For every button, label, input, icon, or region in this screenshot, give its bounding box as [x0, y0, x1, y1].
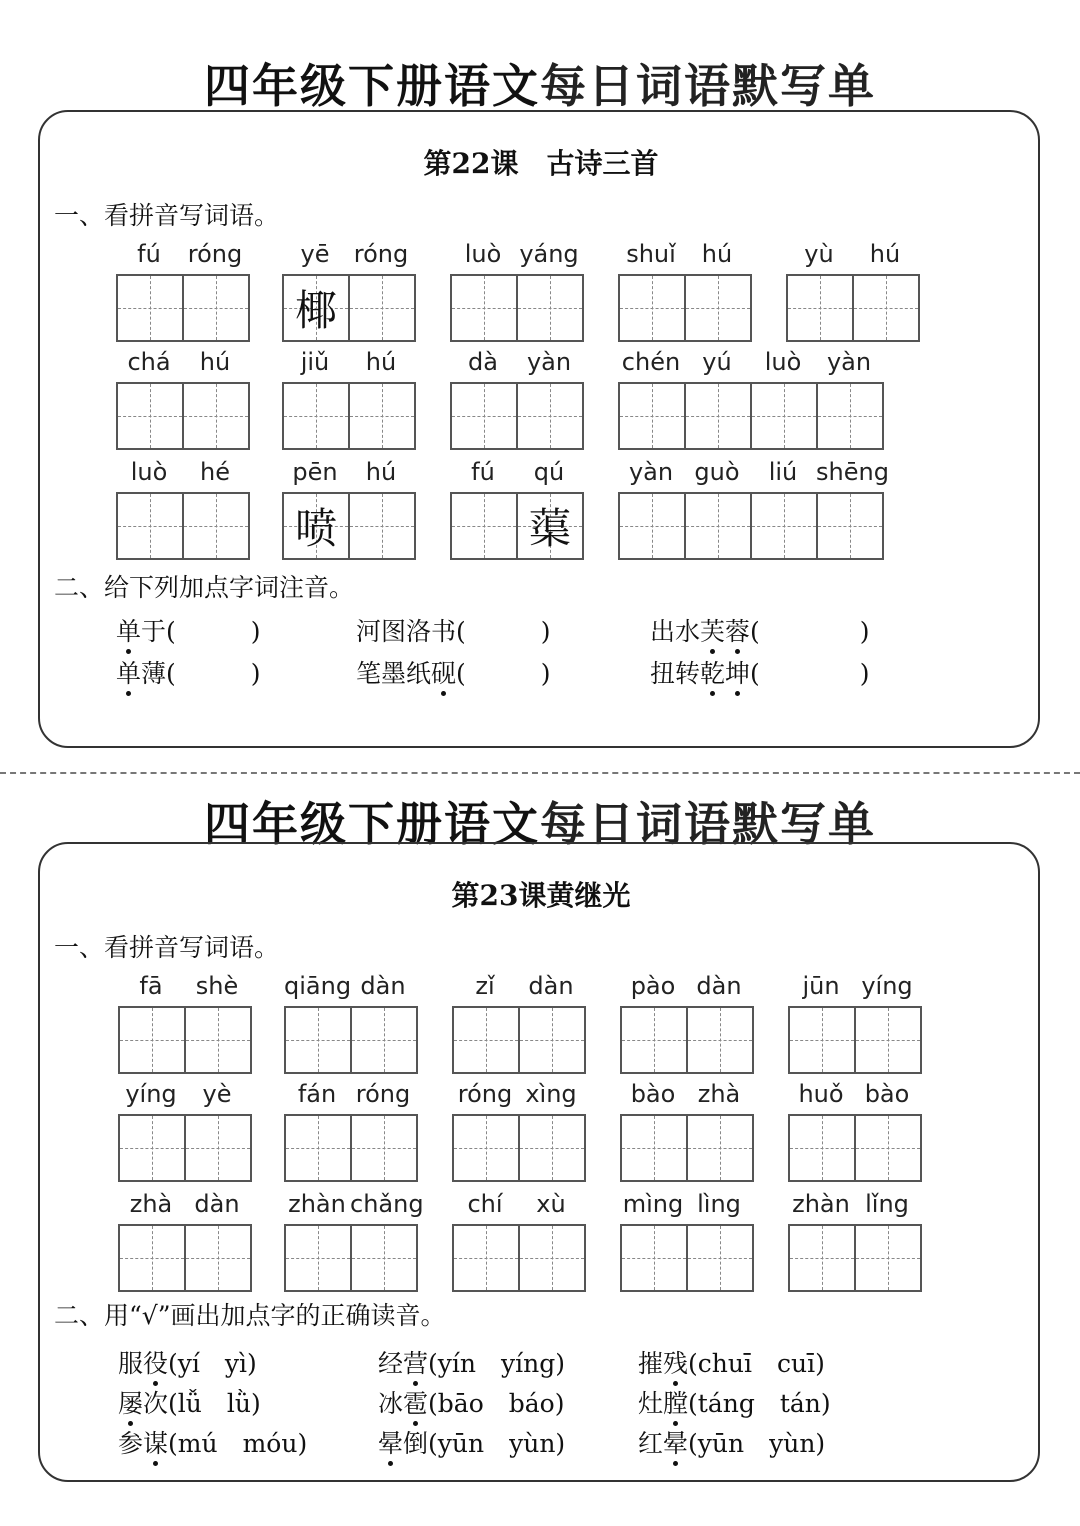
answer-blank[interactable]: (chuī cuī)	[688, 1349, 825, 1378]
pinyin-label	[620, 1190, 752, 1222]
annotate-item	[638, 1424, 825, 1460]
writing-boxes	[284, 1224, 416, 1292]
item-text: 冰	[378, 1389, 404, 1418]
pinyin-syllable: yàn	[526, 348, 572, 376]
writing-boxes	[788, 1006, 920, 1074]
title-part-a: 四年级下册语文	[204, 59, 540, 113]
writing-cell[interactable]	[284, 1006, 352, 1074]
section-title-pinyin: 一、看拼音写词语。	[54, 933, 280, 962]
pinyin-syllable: zhàn	[792, 1190, 850, 1218]
answer-blank[interactable]: ( )	[750, 659, 870, 688]
given-character: 椰	[294, 286, 337, 335]
section-title-pinyin: 一、看拼音写词语。	[54, 201, 280, 230]
pinyin-syllable: shēng	[816, 458, 889, 486]
annotate-item	[118, 1424, 307, 1460]
answer-blank[interactable]: 次(lǚ lǜ)	[143, 1389, 261, 1418]
pinyin-syllable: zhà	[697, 1080, 741, 1108]
writing-cell[interactable]	[854, 1006, 922, 1074]
writing-cell[interactable]	[518, 1224, 586, 1292]
writing-boxes	[116, 274, 248, 342]
writing-cell[interactable]	[184, 1224, 252, 1292]
pinyin-syllable: róng	[355, 1080, 411, 1108]
writing-boxes	[452, 1114, 584, 1182]
item-text: 笔墨纸	[356, 659, 432, 688]
writing-cell[interactable]	[348, 492, 416, 560]
annotate-item	[118, 1384, 261, 1420]
writing-cell[interactable]	[518, 1114, 586, 1182]
writing-cell[interactable]	[450, 492, 518, 560]
writing-cell[interactable]	[118, 1224, 186, 1292]
writing-cell[interactable]	[452, 1006, 520, 1074]
writing-cell[interactable]	[684, 492, 752, 560]
pinyin-syllable: chá	[127, 348, 171, 376]
writing-boxes	[116, 492, 248, 560]
writing-cell[interactable]	[518, 1006, 586, 1074]
pinyin-syllable: lìng	[697, 1190, 741, 1218]
pinyin-syllable: dà	[468, 348, 498, 376]
pinyin-syllable: yíng	[861, 972, 913, 1000]
item-text: 经	[378, 1349, 404, 1378]
pinyin-syllable: jūn	[802, 972, 840, 1000]
pinyin-syllable: xìng	[525, 1080, 577, 1108]
answer-blank[interactable]: 倒(yūn yùn)	[403, 1429, 566, 1458]
writing-boxes	[118, 1114, 250, 1182]
writing-boxes	[620, 1224, 752, 1292]
pinyin-syllable: bào	[864, 1080, 910, 1108]
section-title-annotate: 二、给下列加点字词注音。	[54, 573, 355, 602]
section-title-choose: 二、用“√”画出加点字的正确读音。	[54, 1301, 446, 1330]
item-text: 红	[638, 1429, 664, 1458]
writing-boxes	[620, 1114, 752, 1182]
pinyin-syllable: hú	[869, 240, 901, 268]
pinyin-syllable: huǒ	[798, 1080, 844, 1108]
lesson-title: 第23课黄继光	[451, 879, 631, 912]
pinyin-label	[788, 1190, 920, 1222]
writing-cell[interactable]	[184, 1114, 252, 1182]
title-part-b: 每日词语默写单	[540, 59, 876, 113]
pinyin-syllable: yàn	[826, 348, 872, 376]
writing-cell[interactable]	[282, 382, 350, 450]
writing-cell[interactable]	[284, 1224, 352, 1292]
writing-cell[interactable]	[450, 274, 518, 342]
writing-cell[interactable]	[686, 1114, 754, 1182]
writing-cell[interactable]	[788, 1006, 856, 1074]
pinyin-label	[118, 972, 250, 1004]
writing-cell[interactable]	[786, 274, 854, 342]
dotted-character: 乾坤	[700, 659, 751, 688]
writing-boxes	[282, 382, 414, 450]
writing-cell[interactable]	[116, 492, 184, 560]
pinyin-syllable: yú	[702, 348, 732, 376]
dotted-character: 膛	[663, 1389, 689, 1418]
writing-cell[interactable]	[686, 1006, 754, 1074]
dotted-character: 雹	[403, 1389, 429, 1418]
writing-cell[interactable]	[182, 274, 250, 342]
writing-boxes	[788, 1114, 920, 1182]
worksheet-panel	[38, 842, 1040, 1482]
answer-blank[interactable]: ( )	[750, 617, 870, 646]
pinyin-syllable: chǎng	[350, 1190, 424, 1218]
pinyin-label	[284, 1190, 424, 1222]
item-text: 扭转	[650, 659, 701, 688]
item-text: 出水	[650, 617, 701, 646]
pinyin-syllable: luò	[464, 240, 502, 268]
answer-blank[interactable]: (táng tán)	[688, 1389, 831, 1418]
writing-boxes	[282, 492, 414, 560]
writing-cell[interactable]	[184, 1006, 252, 1074]
annotate-item	[650, 612, 870, 648]
pinyin-syllable: hú	[365, 348, 397, 376]
pinyin-label	[788, 972, 920, 1004]
writing-cell[interactable]	[816, 492, 884, 560]
dotted-character: 谋	[143, 1429, 169, 1458]
pinyin-syllable: yíng	[125, 1080, 177, 1108]
writing-cell[interactable]	[686, 1224, 754, 1292]
writing-cell[interactable]	[350, 1114, 418, 1182]
worksheet-panel	[38, 110, 1040, 748]
writing-cell[interactable]	[182, 492, 250, 560]
writing-boxes	[284, 1114, 416, 1182]
writing-boxes	[620, 1006, 752, 1074]
pinyin-syllable: hú	[365, 458, 397, 486]
writing-cell[interactable]	[118, 1006, 186, 1074]
pinyin-syllable: yàn	[628, 458, 674, 486]
dotted-character: 单	[116, 659, 142, 688]
worksheet-lesson-22	[0, 0, 1080, 760]
writing-cell[interactable]	[618, 382, 686, 450]
annotate-item	[378, 1344, 565, 1380]
pinyin-syllable: xù	[536, 1190, 566, 1218]
pinyin-syllable: zhàn	[288, 1190, 346, 1218]
writing-cell[interactable]	[684, 274, 752, 342]
writing-cell[interactable]	[450, 382, 518, 450]
writing-cell[interactable]	[282, 274, 350, 342]
writing-cell[interactable]	[788, 1114, 856, 1182]
annotate-item	[638, 1384, 831, 1420]
pinyin-syllable: yù	[804, 240, 834, 268]
pinyin-label	[450, 458, 582, 490]
writing-boxes	[786, 274, 918, 342]
pinyin-syllable: liú	[768, 458, 798, 486]
writing-boxes	[284, 1006, 416, 1074]
item-text: 参	[118, 1429, 144, 1458]
pinyin-label	[618, 240, 750, 272]
annotate-item	[356, 612, 551, 648]
writing-cell[interactable]	[620, 1006, 688, 1074]
writing-cell[interactable]	[116, 274, 184, 342]
writing-cell[interactable]	[516, 492, 584, 560]
answer-blank[interactable]: (mú móu)	[168, 1429, 308, 1458]
dotted-character: 役	[143, 1349, 169, 1378]
pinyin-syllable: luò	[130, 458, 168, 486]
annotate-item	[356, 654, 551, 690]
pinyin-syllable: shè	[195, 972, 239, 1000]
pinyin-label	[284, 1080, 416, 1112]
writing-boxes	[282, 274, 414, 342]
writing-cell[interactable]	[618, 274, 686, 342]
annotate-item	[116, 654, 261, 690]
dotted-character: 晕	[663, 1429, 689, 1458]
writing-cell[interactable]	[854, 1114, 922, 1182]
writing-boxes	[618, 492, 882, 560]
pinyin-syllable: luò	[764, 348, 802, 376]
pinyin-label	[118, 1080, 250, 1112]
writing-cell[interactable]	[750, 492, 818, 560]
title-part-a: 四年级下册语文	[204, 797, 540, 851]
writing-cell[interactable]	[452, 1224, 520, 1292]
writing-boxes	[118, 1006, 250, 1074]
pinyin-syllable: jiǔ	[300, 348, 330, 376]
title-part-b: 每日词语默写单	[540, 797, 876, 851]
pinyin-label	[452, 1190, 584, 1222]
writing-boxes	[452, 1224, 584, 1292]
pinyin-syllable: fú	[471, 458, 495, 486]
worksheet-title	[0, 50, 1080, 116]
pinyin-label	[452, 972, 584, 1004]
writing-boxes	[618, 274, 750, 342]
pinyin-syllable: hé	[200, 458, 230, 486]
pinyin-syllable: pēn	[292, 458, 338, 486]
pinyin-syllable: róng	[457, 1080, 513, 1108]
pinyin-syllable: pào	[630, 972, 676, 1000]
writing-cell[interactable]	[284, 1114, 352, 1182]
writing-cell[interactable]	[348, 382, 416, 450]
writing-cell[interactable]	[516, 382, 584, 450]
writing-cell[interactable]	[620, 1224, 688, 1292]
given-character: 喷	[294, 504, 337, 553]
writing-cell[interactable]	[750, 382, 818, 450]
writing-cell[interactable]	[788, 1224, 856, 1292]
annotate-item	[650, 654, 870, 690]
pinyin-label	[618, 458, 889, 490]
writing-boxes	[116, 382, 248, 450]
pinyin-label	[284, 972, 416, 1004]
pinyin-syllable: dàn	[360, 972, 406, 1000]
pinyin-syllable: hú	[701, 240, 733, 268]
annotate-item	[638, 1344, 825, 1380]
answer-blank[interactable]: (yí yì)	[168, 1349, 257, 1378]
pinyin-label	[118, 1190, 250, 1222]
dotted-character: 屡	[118, 1389, 144, 1418]
item-text: 服	[118, 1349, 144, 1378]
pinyin-syllable: yáng	[519, 240, 579, 268]
writing-boxes	[450, 274, 582, 342]
annotate-item	[118, 1344, 257, 1380]
pinyin-label	[620, 972, 752, 1004]
item-text: 河图洛书(	[356, 617, 466, 646]
pinyin-label	[282, 240, 414, 272]
annotate-item	[378, 1424, 565, 1460]
answer-blank[interactable]: (yūn yùn)	[688, 1429, 826, 1458]
writing-cell[interactable]	[350, 1224, 418, 1292]
pinyin-label	[786, 240, 918, 272]
dotted-character: 晕	[378, 1429, 404, 1458]
item-text: 摧	[638, 1349, 664, 1378]
pinyin-syllable: qú	[533, 458, 565, 486]
writing-cell[interactable]	[816, 382, 884, 450]
pinyin-syllable: dàn	[696, 972, 742, 1000]
pinyin-syllable: guò	[694, 458, 740, 486]
writing-cell[interactable]	[854, 1224, 922, 1292]
pinyin-label	[452, 1080, 584, 1112]
pinyin-syllable: dàn	[194, 1190, 240, 1218]
writing-cell[interactable]	[618, 492, 686, 560]
pinyin-syllable: róng	[187, 240, 243, 268]
pinyin-label	[450, 348, 582, 380]
writing-boxes	[788, 1224, 920, 1292]
pinyin-syllable: fú	[137, 240, 161, 268]
given-character: 蕖	[528, 504, 571, 553]
pinyin-label	[788, 1080, 920, 1112]
pinyin-label	[620, 1080, 752, 1112]
answer-blank[interactable]: 于( )	[141, 617, 261, 646]
writing-boxes	[450, 382, 582, 450]
writing-boxes	[118, 1224, 250, 1292]
pinyin-syllable: fán	[297, 1080, 337, 1108]
writing-cell[interactable]	[348, 274, 416, 342]
pinyin-label	[282, 348, 414, 380]
writing-boxes	[618, 382, 882, 450]
pinyin-syllable: zhà	[129, 1190, 173, 1218]
pinyin-syllable: qiāng	[284, 972, 352, 1000]
writing-cell[interactable]	[684, 382, 752, 450]
writing-cell[interactable]	[182, 382, 250, 450]
pinyin-syllable: lǐng	[865, 1190, 909, 1218]
pinyin-syllable: yē	[300, 240, 330, 268]
pinyin-syllable: fā	[139, 972, 163, 1000]
pinyin-syllable: chí	[467, 1190, 503, 1218]
pinyin-syllable: mìng	[622, 1190, 684, 1218]
cut-line	[0, 772, 1080, 774]
pinyin-label	[116, 240, 248, 272]
pinyin-syllable: bào	[630, 1080, 676, 1108]
writing-cell[interactable]	[452, 1114, 520, 1182]
writing-boxes	[450, 492, 582, 560]
writing-cell[interactable]	[350, 1006, 418, 1074]
pinyin-label	[618, 348, 882, 380]
dotted-character: 残	[663, 1349, 689, 1378]
writing-cell[interactable]	[852, 274, 920, 342]
answer-blank[interactable]: ( )	[456, 659, 551, 688]
item-text: 灶	[638, 1389, 664, 1418]
pinyin-label	[450, 240, 582, 272]
dotted-character: 营	[403, 1349, 429, 1378]
lesson-title: 第22课 古诗三首	[423, 147, 659, 180]
answer-blank[interactable]: (yín yíng)	[428, 1349, 565, 1378]
writing-cell[interactable]	[118, 1114, 186, 1182]
writing-cell[interactable]	[282, 492, 350, 560]
dotted-character: 单	[116, 617, 142, 646]
writing-cell[interactable]	[620, 1114, 688, 1182]
pinyin-label	[116, 458, 248, 490]
pinyin-syllable: dàn	[528, 972, 574, 1000]
pinyin-syllable: hú	[199, 348, 231, 376]
worksheet-lesson-23	[0, 778, 1080, 1526]
pinyin-syllable: chén	[621, 348, 681, 376]
dotted-character: 芙蓉	[700, 617, 751, 646]
answer-blank[interactable]: )	[465, 617, 551, 646]
annotate-item	[116, 612, 261, 648]
annotate-item	[378, 1384, 564, 1420]
pinyin-syllable: zǐ	[475, 972, 495, 1000]
writing-cell[interactable]	[516, 274, 584, 342]
pinyin-label	[282, 458, 414, 490]
pinyin-syllable: shuǐ	[626, 240, 676, 268]
writing-cell[interactable]	[116, 382, 184, 450]
answer-blank[interactable]: 薄( )	[141, 659, 261, 688]
dotted-character: 砚	[431, 659, 457, 688]
pinyin-syllable: yè	[202, 1080, 232, 1108]
answer-blank[interactable]: (bāo báo)	[428, 1389, 565, 1418]
pinyin-label	[116, 348, 248, 380]
writing-boxes	[452, 1006, 584, 1074]
pinyin-syllable: róng	[353, 240, 409, 268]
